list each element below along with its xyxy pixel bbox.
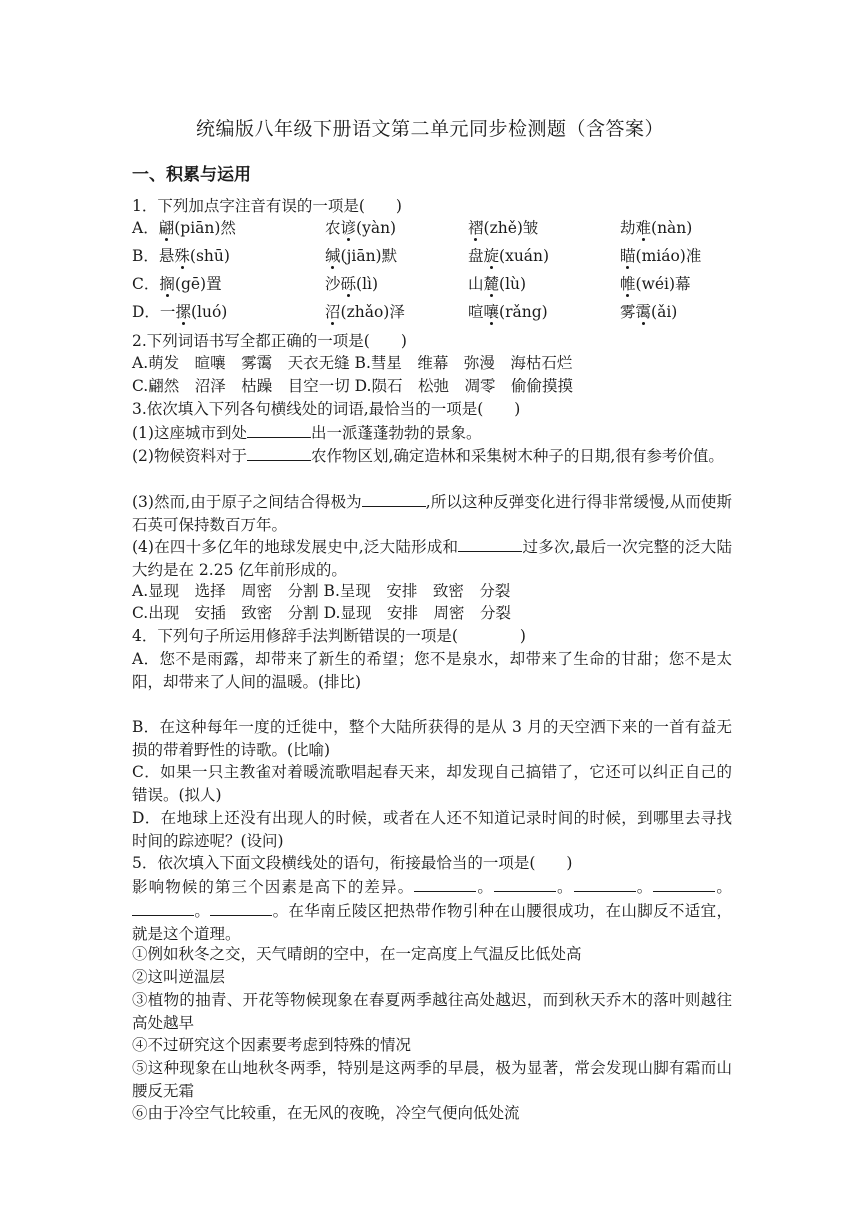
q3-options-line-1: A.显现 选择 周密 分割 B.呈现 安排 致密 分裂 bbox=[132, 582, 511, 600]
q1-option-a2: 农谚(yàn) bbox=[325, 219, 397, 237]
q3-sentence-2: (2)物候资料对于 农作物区划,确定造林和采集树木种子的日期,很有参考价值。 bbox=[132, 444, 732, 468]
q5-item-3: ③植物的抽青、开花等物候现象在春夏两季越往高处越迟，而到秋天乔木的落叶则越往高处越早 bbox=[132, 991, 732, 1032]
blank-line bbox=[458, 535, 522, 552]
q1-option-d3: 喧嚷(rǎng) bbox=[468, 303, 548, 321]
q5-item-4: ④不过研究这个因素要考虑到特殊的情况 bbox=[132, 1036, 412, 1054]
blank-line bbox=[494, 875, 556, 892]
q1-option-b2: 缄(jiān)默 bbox=[325, 247, 398, 265]
q5-item-5: ⑤这种现象在山地秋冬两季，特别是这两季的早晨，极为显著，常会发现山脚有霜而山腰反无霜 bbox=[132, 1059, 732, 1100]
q3-sentence-4: (4)在四十多亿年的地球发展史中,泛大陆形成和 过多次,最后一次完整的泛大陆大约是在 2.25 亿年前形成的。 bbox=[132, 535, 732, 582]
q4-option-d: D．在地球上还没有出现人的时候，或者在人还不知道记录时间的时候，到哪里去寻找时间的踪迹呢？(设问) bbox=[132, 809, 732, 850]
blank-line bbox=[574, 875, 636, 892]
q1-option-a3: 褶(zhě)皱 bbox=[468, 219, 539, 237]
blank-line bbox=[210, 899, 272, 916]
question-2-stem: 2.下列词语书写全都正确的一项是( ) bbox=[132, 332, 407, 350]
q1-option-a4: 劫难(nàn) bbox=[620, 219, 693, 237]
q1-option-c1: C．搁(gē)置 bbox=[132, 275, 222, 293]
q5-item-6: ⑥由于冷空气比较重，在无风的夜晚，冷空气便向低处流 bbox=[132, 1104, 520, 1122]
q1-option-d1: D．一摞(luó) bbox=[132, 303, 228, 321]
section-heading: 一、积累与运用 bbox=[132, 165, 251, 185]
blank-line bbox=[653, 875, 715, 892]
q3-options-line-2: C.出现 安插 致密 分割 D.显现 安排 周密 分裂 bbox=[132, 604, 511, 622]
q1-option-d4: 雾霭(ǎi) bbox=[620, 303, 678, 321]
question-4-stem: 4．下列句子所运用修辞手法判断错误的一项是( ) bbox=[132, 627, 526, 645]
blank-line bbox=[247, 444, 311, 461]
q4-option-c: C．如果一只主教雀对着暖流歌唱起春天来，却发现自己搞错了，它还可以纠正自己的错误。(拟人) bbox=[132, 763, 732, 804]
q5-item-1: ①例如秋冬之交，天气晴朗的空中，在一定高度上气温反比低处高 bbox=[132, 945, 582, 963]
q1-option-d2: 沼(zhǎo)泽 bbox=[325, 303, 405, 321]
q2-options-line-2: C.翩然 沼泽 枯躁 目空一切 D.陨石 松弛 凋零 偷偷摸摸 bbox=[132, 377, 573, 395]
q5-paragraph: 影响物候的第三个因素是高下的差异。 。 。 。 。。 。在华南丘陵区把热带作物引种在山腰很成功，在山脚反不适宜，就是这个道理。 bbox=[132, 875, 732, 946]
q2-options-line-1: A.萌发 暄嚷 雾霭 天衣无缝 B.彗星 维幕 弥漫 海枯石烂 bbox=[132, 354, 573, 372]
q1-option-c2: 沙砾(lì) bbox=[325, 275, 379, 293]
blank-line bbox=[362, 490, 426, 507]
q4-option-b: B．在这种每年一度的迁徙中，整个大陆所获得的是从 3 月的天空洒下来的一首有益无损的带着野性的诗歌。(比喻) bbox=[132, 718, 732, 759]
q1-option-c4: 帷(wéi)幕 bbox=[620, 275, 691, 293]
blank-line bbox=[132, 899, 194, 916]
question-1-stem: 1．下列加点字注音有误的一项是( ) bbox=[132, 197, 402, 215]
blank-line bbox=[247, 421, 311, 438]
q5-item-2: ②这叫逆温层 bbox=[132, 968, 226, 986]
blank-line bbox=[414, 875, 476, 892]
q1-option-b1: B．悬殊(shū) bbox=[132, 247, 230, 265]
question-3-stem: 3.依次填入下列各句横线处的词语,最恰当的一项是( ) bbox=[132, 400, 521, 418]
q1-option-b4: 瞄(miáo)准 bbox=[620, 247, 702, 265]
q1-option-a1: A．翩(piān)然 bbox=[132, 219, 236, 237]
q4-option-a: A．您不是雨露，却带来了新生的希望；您不是泉水，却带来了生命的甘甜；您不是太阳，却带来了人间的温暖。(排比) bbox=[132, 650, 732, 691]
page-title: 统编版八年级下册语文第二单元同步检测题（含答案） bbox=[195, 118, 664, 140]
q3-sentence-3: (3)然而,由于原子之间结合得极为 ,所以这种反弹变化进行得非常缓慢,从而使斯石英可保持数百万年。 bbox=[132, 490, 732, 537]
q1-option-c3: 山麓(lù) bbox=[468, 275, 527, 293]
q3-sentence-1: (1)这座城市到处 出一派蓬蓬勃勃的景象。 bbox=[132, 421, 481, 444]
question-5-stem: 5．依次填入下面文段横线处的语句，衔接最恰当的一项是( ) bbox=[132, 854, 573, 872]
q1-option-b3: 盘旋(xuán) bbox=[468, 247, 550, 265]
